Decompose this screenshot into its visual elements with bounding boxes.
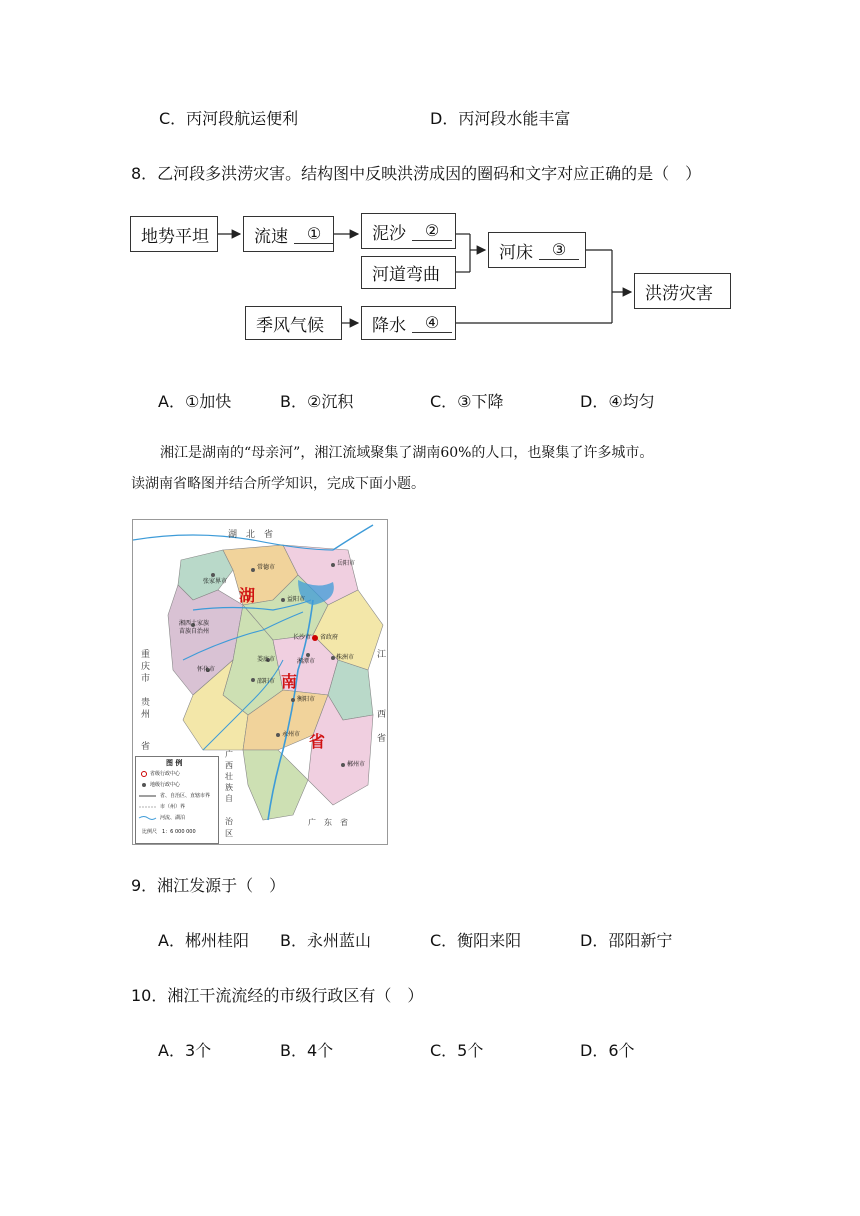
map-char-nan: 南 bbox=[281, 672, 298, 691]
map-char-hu: 湖 bbox=[239, 586, 256, 605]
map-gx-2: 西 bbox=[225, 761, 233, 770]
city-label: 郴州市 bbox=[347, 761, 366, 768]
q8-option-c: C．③下降 bbox=[430, 392, 504, 411]
node-monsoon: 季风气候 bbox=[245, 306, 342, 340]
map-east-1: 江 bbox=[377, 650, 387, 660]
legend-item: 河流、湖泊 bbox=[160, 815, 186, 821]
hunan-map bbox=[132, 519, 388, 845]
map-north-label: 湖 北 省 bbox=[228, 530, 274, 540]
city-label: 湘西土家族苗族自治州 bbox=[179, 620, 210, 635]
q7-option-d: D．丙河段水能丰富 bbox=[430, 109, 571, 128]
q8-question: 8．乙河段多洪涝灾害。结构图中反映洪涝成因的圈码和文字对应正确的是（ ） bbox=[131, 164, 702, 183]
city-label: 张家界市 bbox=[203, 578, 228, 585]
map-west-4: 贵 bbox=[141, 698, 151, 708]
node-rain: 降水 ④ bbox=[361, 306, 456, 340]
map-legend bbox=[135, 756, 219, 844]
node-bed: 河床 ③ bbox=[488, 232, 586, 268]
map-east-2: 西 bbox=[377, 710, 387, 720]
city-label: 常德市 bbox=[257, 564, 276, 571]
city-label: 永州市 bbox=[282, 731, 301, 738]
map-gx-5: 自 bbox=[225, 794, 233, 803]
legend-symbols bbox=[136, 757, 218, 843]
map-gx-3: 壮 bbox=[225, 772, 233, 781]
city-label: 衡阳市 bbox=[297, 696, 316, 703]
city-label: 省政府 bbox=[320, 634, 339, 641]
map-west-3: 市 bbox=[141, 674, 151, 684]
legend-title: 图 例 bbox=[166, 759, 183, 767]
map-west-5: 州 bbox=[141, 710, 151, 720]
node-disaster: 洪涝灾害 bbox=[634, 273, 731, 309]
city-label: 株洲市 bbox=[336, 654, 355, 661]
map-west-1: 重 bbox=[141, 650, 151, 660]
node-silt: 泥沙 ② bbox=[361, 213, 456, 249]
city-label: 长沙市 bbox=[293, 634, 312, 641]
q7-option-c: C．丙河段航运便利 bbox=[159, 109, 299, 128]
blank-3: ③ bbox=[539, 240, 579, 260]
city-label: 湘潭市 bbox=[297, 658, 316, 665]
city-label: 岳阳市 bbox=[337, 560, 356, 567]
map-char-sheng: 省 bbox=[309, 732, 326, 751]
q10-option-a: A．3个 bbox=[158, 1041, 212, 1060]
blank-1: ① bbox=[294, 224, 334, 244]
q10-option-b: B．4个 bbox=[280, 1041, 334, 1060]
q9-question: 9．湘江发源于（ ） bbox=[131, 876, 286, 895]
city-label: 怀化市 bbox=[197, 666, 216, 673]
q10-question: 10．湘江干流流经的市级行政区有（ ） bbox=[131, 986, 424, 1005]
legend-scale: 比例尺 1：6 000 000 bbox=[142, 829, 196, 835]
map-south-label: 广 东 省 bbox=[308, 818, 348, 827]
q9-option-a: A．郴州桂阳 bbox=[158, 931, 249, 950]
map-east-3: 省 bbox=[377, 734, 387, 744]
city-label: 邵阳市 bbox=[257, 678, 276, 685]
q8-option-d: D．④均匀 bbox=[580, 392, 655, 411]
passage-line-1: 湘江是湖南的“母亲河”，湘江流域聚集了湖南60%的人口，也聚集了许多城市。 bbox=[160, 445, 654, 461]
legend-item: 地级行政中心 bbox=[150, 782, 181, 788]
q10-option-c: C．5个 bbox=[430, 1041, 484, 1060]
map-gx-7: 区 bbox=[225, 829, 233, 838]
map-west-6: 省 bbox=[141, 742, 151, 752]
map-gx-6: 治 bbox=[225, 817, 233, 826]
legend-item: 省、自治区、直辖市界 bbox=[160, 793, 211, 799]
blank-2: ② bbox=[412, 221, 452, 241]
legend-item: 市（州）界 bbox=[160, 804, 186, 810]
node-flow: 流速 ① bbox=[243, 216, 334, 252]
q9-option-d: D．邵阳新宁 bbox=[580, 931, 673, 950]
q8-option-b: B．②沉积 bbox=[280, 392, 354, 411]
node-meander: 河道弯曲 bbox=[361, 256, 456, 289]
q9-option-c: C．衡阳来阳 bbox=[430, 931, 522, 950]
map-gx-4: 族 bbox=[225, 783, 233, 792]
map-west-2: 庆 bbox=[141, 662, 151, 672]
legend-item: 省级行政中心 bbox=[150, 771, 181, 777]
passage-line-2: 读湖南省略图并结合所学知识，完成下面小题。 bbox=[131, 476, 425, 492]
city-label: 益阳市 bbox=[287, 596, 306, 603]
q9-option-b: B．永州蓝山 bbox=[280, 931, 371, 950]
blank-4: ④ bbox=[412, 313, 452, 333]
map-gx-1: 广 bbox=[225, 750, 233, 759]
city-label: 娄底市 bbox=[257, 656, 276, 663]
node-terrain: 地势平坦 bbox=[130, 216, 218, 252]
q10-option-d: D．6个 bbox=[580, 1041, 635, 1060]
q8-option-a: A．①加快 bbox=[158, 392, 232, 411]
